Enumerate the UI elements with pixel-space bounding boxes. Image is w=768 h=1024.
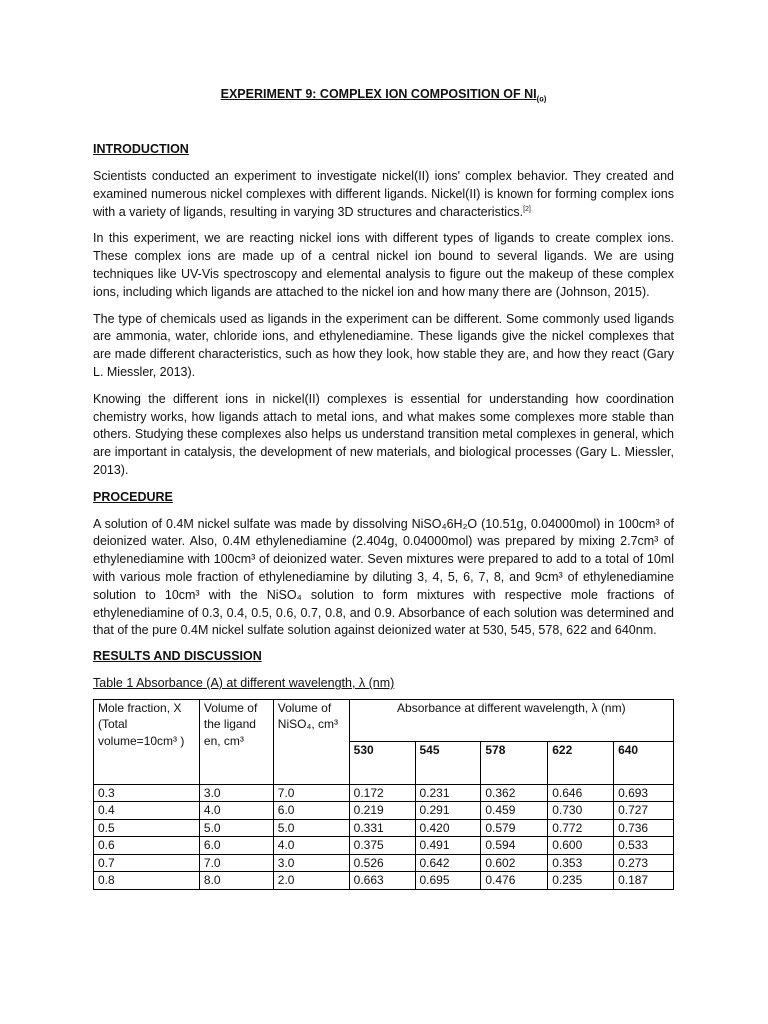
table-cell: 0.772 <box>548 819 614 837</box>
table-caption: Table 1 Absorbance (A) at different wavelength, λ (nm) <box>93 676 395 691</box>
table-cell: 0.420 <box>415 819 481 837</box>
intro-paragraph-1: Scientists conducted an experiment to investigate nickel(II) ions' complex behavior. They created and examined numerous nickel complexes with different ligands. Nickel(II) is known for forming complex ions with a variety of ligands, resulting in varying 3D structures and characteristics.[2] <box>93 169 674 219</box>
table-cell: 0.8 <box>94 872 200 890</box>
table-cell: 0.291 <box>415 802 481 820</box>
table-row <box>94 872 674 890</box>
table-cell: 0.3 <box>94 784 200 802</box>
table-cell: 0.7 <box>94 854 200 872</box>
table-cell: 0.6 <box>94 837 200 855</box>
table-cell: 0.730 <box>548 802 614 820</box>
table-cell: 0.695 <box>415 872 481 890</box>
results-heading: RESULTS AND DISCUSSION <box>93 649 262 664</box>
table-cell: 2.0 <box>273 872 349 890</box>
table-cell: 0.646 <box>548 784 614 802</box>
table-cell: 0.594 <box>481 837 548 855</box>
table-cell: 0.5 <box>94 819 200 837</box>
table-cell: 0.642 <box>415 854 481 872</box>
table-cell: 7.0 <box>273 784 349 802</box>
table-cell: 0.362 <box>481 784 548 802</box>
table-cell: 0.353 <box>548 854 614 872</box>
table-cell: 0.533 <box>614 837 674 855</box>
table-cell: 0.663 <box>349 872 415 890</box>
page-title: EXPERIMENT 9: COMPLEX ION COMPOSITION OF $NI_{(c)}$ <box>220 87 547 104</box>
table-row <box>94 837 674 855</box>
table-cell: 0.579 <box>481 819 548 837</box>
wavelength-header-640: 640 <box>614 742 674 785</box>
table-cell: 0.187 <box>614 872 674 890</box>
table-cell: 5.0 <box>273 819 349 837</box>
wavelength-header-530: 530 <box>349 742 415 785</box>
table-body <box>94 784 674 889</box>
table-cell: 8.0 <box>199 872 273 890</box>
wavelength-header-622: 622 <box>548 742 614 785</box>
table-cell: 0.219 <box>349 802 415 820</box>
table-cell: 0.459 <box>481 802 548 820</box>
title-subscript: (c) <box>536 94 547 104</box>
wavelength-header-578: 578 <box>481 742 548 785</box>
table-cell: 0.235 <box>548 872 614 890</box>
header-ligand-volume: Volume of the ligand en, cm³ <box>199 699 273 784</box>
table-cell: 3.0 <box>199 784 273 802</box>
wavelength-header-545: 545 <box>415 742 481 785</box>
procedure-paragraph: A solution of 0.4M nickel sulfate was made by dissolving NiSO₄6H₂O (10.51g, 0.04000mol) in 100cm³ of deionized water. Also, 0.4M ethylenediamine (2.404g, 0.04000mol) was prepared by mixing 2.7cm³ of ethylenediamine with 100cm³ of deionized water. Seven mixtures were prepared to add to a total of 10ml with various mole fraction of ethylenediamine by diluting 3, 4, 5, 6, 7, 8, and 9cm³ of ethylenediamine solution to 10cm³ with the NiSO₄ solution to form mixtures with respective mole fractions of ethylenediamine of 0.3, 0.4, 0.5, 0.6, 0.7, 0.8, and 0.9. Absorbance of each solution was determined and that of the pure 0.4M nickel sulfate solution against deionized water at 530, 545, 578, 622 and 640nm. <box>93 516 674 638</box>
table-row <box>94 784 674 802</box>
procedure-heading: PROCEDURE <box>93 489 173 504</box>
introduction-heading: INTRODUCTION <box>93 142 189 157</box>
header-niso4-volume: Volume of NiSO₄, cm³ <box>273 699 349 784</box>
table-cell: 0.600 <box>548 837 614 855</box>
table-cell: 4.0 <box>273 837 349 855</box>
table-cell: 0.4 <box>94 802 200 820</box>
table-cell: 0.693 <box>614 784 674 802</box>
table-cell: 0.736 <box>614 819 674 837</box>
table-cell: 0.172 <box>349 784 415 802</box>
header-absorbance-group: Absorbance at different wavelength, λ (nm) <box>349 699 673 742</box>
intro-paragraph-3: The type of chemicals used as ligands in the experiment can be different. Some commonly used ligands are ammonia, water, chloride ions, and ethylenediamine. These ligands give the nickel complexes that are made different characteristics, such as how they look, how stable they are, and how they react (Gary L. Miessler, 2013). <box>93 311 674 380</box>
table-cell: 0.331 <box>349 819 415 837</box>
table-row <box>94 819 674 837</box>
table-cell: 0.476 <box>481 872 548 890</box>
table-row <box>94 802 674 820</box>
table-cell: 4.0 <box>199 802 273 820</box>
document-page <box>93 86 674 890</box>
intro-paragraph-4: Knowing the different ions in nickel(II) complexes is essential for understanding how coordination chemistry works, how ligands attach to metal ions, and what makes some complexes more stable than others. Studying these complexes also helps us understand transition metal complexes in general, which are important in catalysis, the development of new materials, and biological processes (Gary L. Miessler, 2013). <box>93 391 674 478</box>
table-cell: 6.0 <box>199 837 273 855</box>
table-row <box>94 854 674 872</box>
table-cell: 0.526 <box>349 854 415 872</box>
table-cell: 0.273 <box>614 854 674 872</box>
table-cell: 6.0 <box>273 802 349 820</box>
table-cell: 3.0 <box>273 854 349 872</box>
table-cell: 5.0 <box>199 819 273 837</box>
table-cell: 0.602 <box>481 854 548 872</box>
table-cell: 0.375 <box>349 837 415 855</box>
table-cell: 0.231 <box>415 784 481 802</box>
intro-paragraph-2: In this experiment, we are reacting nickel ions with different types of ligands to create complex ions. These complex ions are made up of a central nickel ion bound to several ligands. We are using techniques like UV-Vis spectroscopy and elemental analysis to figure out the makeup of these complex ions, including which ligands are attached to the nickel ion and how many there are (Johnson, 2015). <box>93 231 674 299</box>
header-mole-fraction: Mole fraction, X (Total volume=10cm³ ) <box>94 699 200 784</box>
reference-marker: [2] <box>523 205 531 213</box>
absorbance-table <box>93 699 674 890</box>
table-cell: 0.491 <box>415 837 481 855</box>
table-cell: 0.727 <box>614 802 674 820</box>
table-cell: 7.0 <box>199 854 273 872</box>
